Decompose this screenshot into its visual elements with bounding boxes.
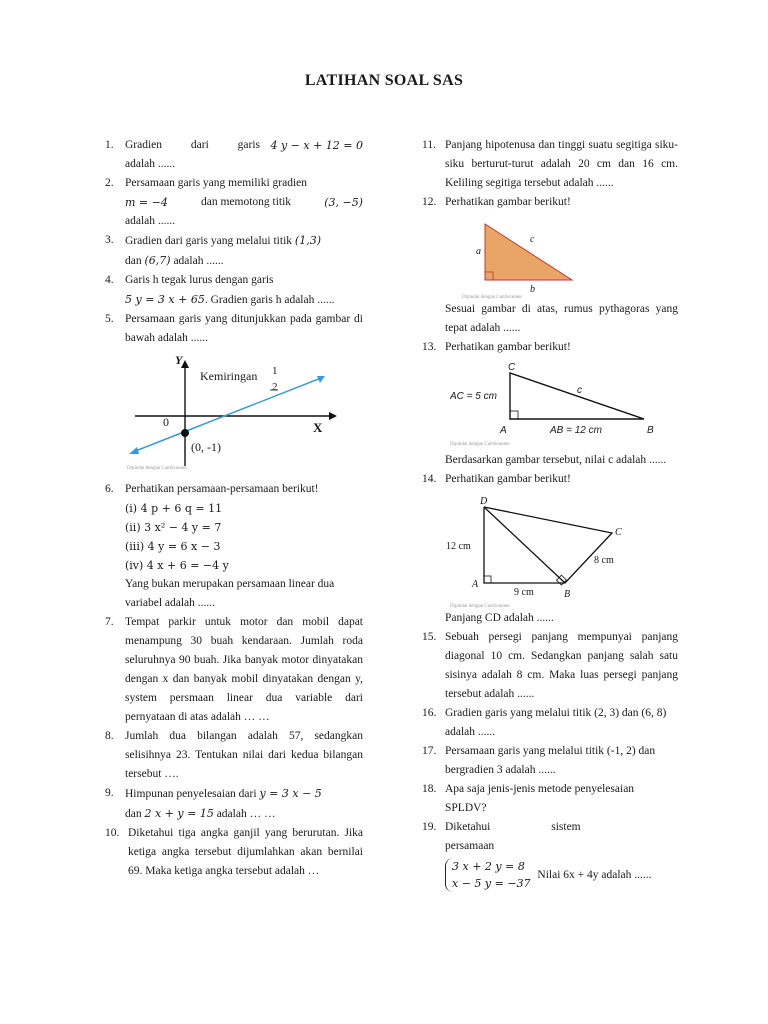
vertex-c-label: C	[508, 362, 516, 373]
slope-denominator: 2	[272, 381, 278, 393]
point-label: (0, -1)	[191, 440, 221, 454]
page-title: LATIHAN SOAL SAS	[304, 72, 464, 89]
vertex-c-label: C	[615, 527, 622, 538]
question-10: 10. Diketahui tiga angka ganjil yang berurutan. Jika ketiga angka tersebut dijumlahkan akan bernilai 69. Maka ketiga angka tersebut adalah …	[105, 827, 363, 877]
x-arrow	[329, 412, 337, 420]
quad-outline	[484, 507, 612, 583]
side-c-label: c	[577, 385, 582, 396]
scanner-watermark: Dipindai dengan CamScanner	[127, 466, 187, 471]
question-2: 2. Persamaan garis yang memiliki gradien m = −4 dan memotong titik (3, −5) adalah ......	[105, 177, 363, 227]
side-a-label: a	[476, 246, 481, 257]
question-18: 18. Apa saja jenis-jenis metode penyelesaian SPLDV?	[422, 783, 635, 814]
graph-line	[133, 378, 321, 452]
line-arrow-left	[129, 447, 139, 454]
equation-system: 3 x + 2 y = 8 x − 5 y = −37	[445, 858, 531, 892]
side-ad-label: 12 cm	[446, 541, 471, 552]
scanner-watermark: Dipindai dengan CamScanner	[450, 442, 510, 447]
question-16: 16. Gradien garis yang melalui titik (2, 3) dan (6, 8) adalah ......	[422, 707, 667, 738]
vertex-b-label: B	[647, 425, 654, 436]
side-bc-label: 8 cm	[594, 555, 614, 566]
scanner-watermark: Dipindai dengan CamScanner	[462, 295, 522, 300]
right-angle-marker	[510, 411, 518, 419]
slope-numerator: 1	[272, 365, 278, 377]
question-12-continued: Sesuai gambar di atas, rumus pythagoras yang tepat adalah ......	[445, 303, 678, 334]
question-3: 3. Gradien dari garis yang melalui titik (1,3) dan (6,7) adalah ......	[105, 234, 321, 267]
question-12: 12. Perhatikan gambar berikut!	[422, 196, 571, 208]
slope-label: Kemiringan	[200, 369, 258, 383]
vertex-b-label: B	[564, 589, 571, 600]
orange-triangle	[485, 224, 572, 280]
question-14-continued: Panjang CD adalah ......	[445, 612, 554, 624]
question-14: 14. Perhatikan gambar berikut!	[422, 473, 571, 485]
question-1: 1. Gradien dari garis 4 y − x + 12 = 0 adalah ......	[105, 136, 363, 174]
side-c-label: c	[530, 234, 535, 245]
question-11: 11. Panjang hipotenusa dan tinggi suatu segitiga siku-siku berturut-turut adalah 20 cm dan 16 cm. Keliling segitiga tersebut adalah ......	[422, 139, 678, 189]
origin-label: 0	[163, 415, 169, 429]
side-ab-label: 9 cm	[514, 587, 534, 598]
question-19: 19. Diketahui sistem persamaan 3 x + 2 y = 8 x − 5 y = −37 Nilai 6x + 4y adalah ......	[422, 821, 652, 890]
scanner-watermark: Dipindai dengan CamScanner	[450, 604, 510, 609]
vertex-d-label: D	[480, 496, 488, 507]
question-4: 4. Garis h tegak lurus dengan garis 5 y = 3 x + 65. Gradien garis h adalah ......	[105, 274, 335, 306]
intercept-point	[181, 429, 189, 437]
right-column	[422, 136, 678, 892]
question-9: 9. Himpunan penyelesaian dari y = 3 x − 5 dan 2 x + y = 15 adalah … …	[105, 787, 322, 820]
question-8: 8. Jumlah dua bilangan adalah 57, sedangkan selisihnya 23. Tentukan nilai dari kedua bilangan tersebut ….	[105, 730, 363, 780]
question-13-continued: Berdasarkan gambar tersebut, nilai c adalah ......	[445, 454, 667, 466]
figure-triangle-abc-2	[422, 359, 678, 447]
question-number: 1.	[105, 139, 114, 151]
side-b-label: b	[530, 284, 535, 295]
y-label: Y	[175, 353, 183, 367]
figure-quadrilateral	[422, 495, 678, 609]
question-13: 13. Perhatikan gambar berikut!	[422, 341, 571, 353]
question-5: 5. Persamaan garis yang ditunjukkan pada gambar di bawah adalah ......	[105, 313, 363, 344]
question-7: 7. Tempat parkir untuk motor dan mobil dapat menampung 30 buah kendaraan. Jumlah roda seluruhnya 90 buah. Jika banyak motor dinyatakan dengan x dan banyak mobil dinyatakan dengan y, system persmaan linear dua variable dari pernyataan di atas adalah … …	[105, 616, 363, 723]
vertex-a-label: A	[472, 579, 479, 590]
figure-line-graph	[105, 354, 363, 472]
diagonal-db	[484, 507, 565, 583]
question-15: 15. Sebuah persegi panjang mempunyai panjang diagonal 10 cm. Sedangkan panjang salah satu sisinya adalah 8 cm. Maka luas persegi panjang tersebut adalah ......	[422, 631, 678, 700]
side-ab-label: AB = 12 cm	[550, 425, 602, 436]
side-ac-label: AC = 5 cm	[450, 391, 497, 402]
figure-triangle-abc	[422, 218, 678, 300]
triangle-svg	[422, 218, 678, 296]
question-17: 17. Persamaan garis yang melalui titik (-1, 2) dan bergradien 3 adalah ......	[422, 745, 656, 776]
left-column	[105, 136, 363, 881]
vertex-a-label: A	[500, 425, 507, 436]
question-6: 6. Perhatikan persamaan-persamaan berikut! (i) 4 p + 6 q = 11 (ii) 3 x² − 4 y = 7 (iii) 4 y = 6 x − 3 (iv) 4 x + 6 = −4 y Yang bukan merupakan persamaan linear dua variabel adalah ......	[105, 483, 335, 609]
x-label: X	[313, 420, 323, 435]
